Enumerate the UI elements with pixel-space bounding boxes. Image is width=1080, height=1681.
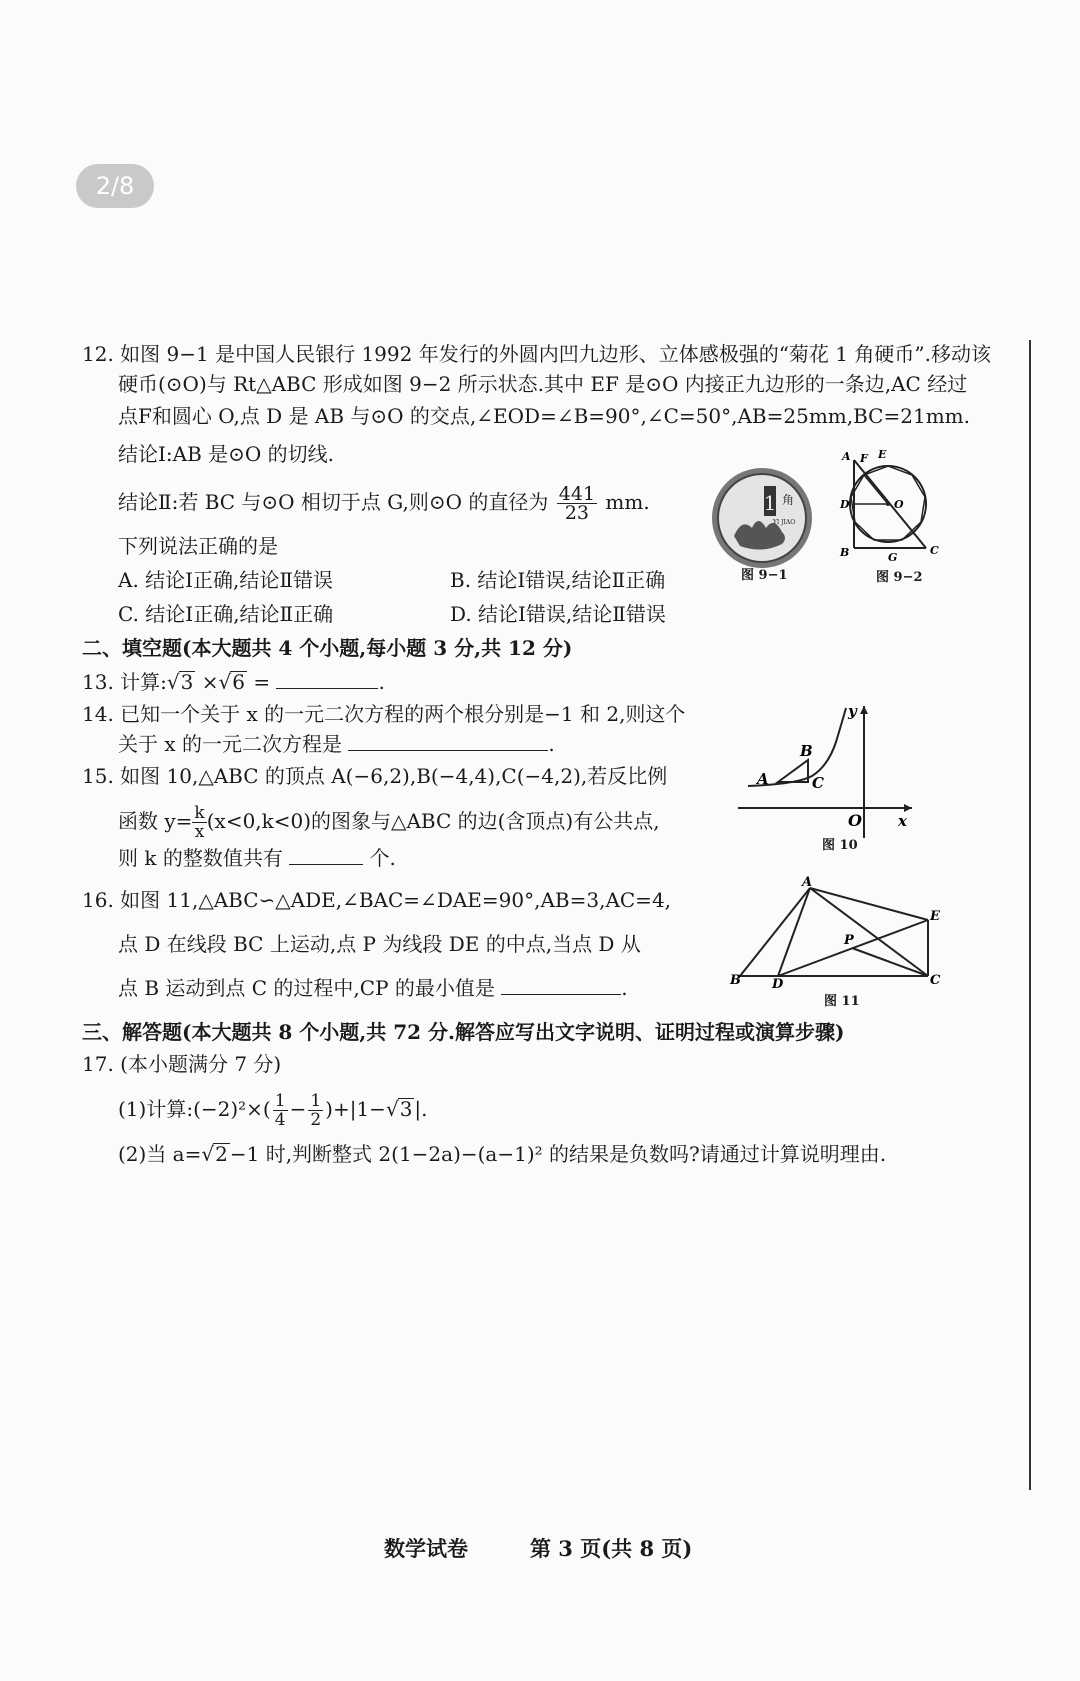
coin-figure xyxy=(712,466,812,570)
q13-times: × xyxy=(201,670,219,694)
q17-part2 xyxy=(118,1142,886,1166)
q15-text: 则 k 的整数值共有 xyxy=(118,846,283,870)
q15-answer-blank[interactable] xyxy=(289,846,363,865)
q17-part1-mid: )+|1− xyxy=(325,1097,386,1121)
label-c: C xyxy=(930,973,941,988)
q17-fraction-half xyxy=(308,1092,323,1129)
q14-line2 xyxy=(118,732,555,756)
q16-line1: 16. 如图 11,△ABC∽△ADE,∠BAC=∠DAE=90°,AB=3,AC=4, xyxy=(82,888,672,912)
q17-title: 17. (本小题满分 7 分) xyxy=(82,1052,282,1076)
label-d: D xyxy=(772,977,784,992)
fraction-numerator: 1 xyxy=(274,1091,286,1111)
figure-10 xyxy=(738,702,918,842)
label-b: B xyxy=(730,973,741,988)
q15-line2 xyxy=(118,804,660,841)
q12-option-d: D. 结论Ⅰ错误,结论Ⅱ错误 xyxy=(450,602,666,626)
label-o: O xyxy=(848,811,862,830)
fraction-numerator: k xyxy=(194,803,205,823)
q14-text: 关于 x 的一元二次方程是 xyxy=(118,732,342,756)
q12-unit: mm. xyxy=(605,490,650,514)
q12-line3: 点F和圆心 O,点 D 是 AB 与⊙O 的交点,∠EOD=∠B=90°,∠C=50°,AB=25mm,BC=21mm. xyxy=(118,404,970,428)
label-c: C xyxy=(930,544,939,557)
center-point xyxy=(886,502,890,506)
q12-option-a: A. 结论Ⅰ正确,结论Ⅱ错误 xyxy=(118,568,334,592)
q16-period: . xyxy=(621,976,628,1000)
q13-radicand-2: 6 xyxy=(232,670,245,694)
q13-radicand-1: 3 xyxy=(180,670,194,694)
label-g: G xyxy=(888,551,898,564)
label-e: E xyxy=(930,909,940,924)
fraction-denominator: 23 xyxy=(564,502,589,524)
sqrt-icon: √ xyxy=(166,670,180,694)
q17-part2-question: −1 时,判断整式 2(1−2a)−(a−1)² 的结果是负数吗?请通过计算说明理由. xyxy=(229,1142,887,1166)
label-b: B xyxy=(840,546,850,559)
q14-answer-blank[interactable] xyxy=(348,732,548,751)
segment-ae xyxy=(810,888,928,920)
q16-line3 xyxy=(118,976,628,1000)
q13-label: 13. 计算: xyxy=(82,670,167,694)
coin-character: 角 xyxy=(781,493,795,507)
q17-part1-end: |. xyxy=(414,1097,428,1121)
q17-minus: − xyxy=(289,1097,307,1121)
label-d: D xyxy=(840,498,850,511)
label-x: x xyxy=(898,812,907,830)
q17-part2-text: (2)当 a= xyxy=(118,1142,202,1166)
margin-rule xyxy=(1029,340,1031,1490)
label-a: A xyxy=(842,450,851,463)
q12-option-b: B. 结论Ⅰ错误,结论Ⅱ正确 xyxy=(450,568,666,592)
q15-condition: (x<0,k<0)的图象与△ABC 的边(含顶点)有公共点, xyxy=(206,809,660,833)
x-axis-arrow-icon xyxy=(904,804,912,812)
q15-line3 xyxy=(118,846,396,870)
segment-pc xyxy=(852,948,928,976)
fig9-1-caption: 图 9−1 xyxy=(741,568,788,583)
q15-text: 函数 y= xyxy=(118,809,193,833)
segment-ad xyxy=(778,888,810,976)
q17-fraction-quarter xyxy=(273,1092,288,1129)
page-indicator-badge: 2/8 xyxy=(76,164,154,208)
q17-radicand-3: 3 xyxy=(399,1097,413,1121)
segment-oe xyxy=(864,475,888,504)
section2-heading: 二、填空题(本大题共 4 个小题,每小题 3 分,共 12 分) xyxy=(82,636,573,660)
fig10-caption: 图 10 xyxy=(822,838,858,853)
fraction-denominator: 4 xyxy=(274,1110,286,1130)
footer-subject: 数学试卷 xyxy=(384,1536,468,1561)
fraction-denominator: 2 xyxy=(310,1110,322,1130)
section3-heading: 三、解答题(本大题共 8 个小题,共 72 分.解答应写出文字说明、证明过程或演算步骤) xyxy=(82,1020,845,1044)
q13-answer-blank[interactable] xyxy=(276,670,378,689)
label-o: O xyxy=(894,498,904,511)
label-b: B xyxy=(800,742,813,760)
sqrt-icon: √ xyxy=(201,1142,215,1166)
q14-period: . xyxy=(548,732,555,756)
fig9-2-caption: 图 9−2 xyxy=(876,570,923,585)
q13 xyxy=(82,670,385,694)
label-a: A xyxy=(802,875,813,890)
fig11-caption: 图 11 xyxy=(824,994,860,1009)
q12-prompt: 下列说法正确的是 xyxy=(118,534,278,558)
label-p: P xyxy=(844,933,854,948)
q16-answer-blank[interactable] xyxy=(501,976,621,995)
q12-conclusion1: 结论Ⅰ:AB 是⊙O 的切线. xyxy=(118,442,335,466)
q12-option-c: C. 结论Ⅰ正确,结论Ⅱ正确 xyxy=(118,602,334,626)
coin-numeral: 1 xyxy=(763,491,777,515)
segment-ac xyxy=(810,888,928,976)
q15-line1: 15. 如图 10,△ABC 的顶点 A(−6,2),B(−4,4),C(−4,2),若反比例 xyxy=(82,764,668,788)
label-a: A xyxy=(757,770,769,788)
q12-line2: 硬币(⊙O)与 Rt△ABC 形成如图 9−2 所示状态.其中 EF 是⊙O 内接正九边形的一条边,AC 经过 xyxy=(118,372,968,396)
q12-diameter-fraction xyxy=(557,485,597,522)
footer-page-number: 第 3 页(共 8 页) xyxy=(530,1536,693,1561)
q16-text: 点 B 运动到点 C 的过程中,CP 的最小值是 xyxy=(118,976,495,1000)
sqrt-icon: √ xyxy=(218,670,232,694)
coin-label: YI JIAO xyxy=(772,519,796,526)
q14-line1: 14. 已知一个关于 x 的一元二次方程的两个根分别是−1 和 2,则这个 xyxy=(82,702,686,726)
fraction-numerator: 1 xyxy=(310,1091,322,1111)
figure-9-2 xyxy=(838,448,948,564)
q13-equals: = xyxy=(253,670,271,694)
q17-part1-text: (1)计算:(−2)²×( xyxy=(118,1097,271,1121)
q12-conclusion2 xyxy=(118,485,650,522)
label-f: F xyxy=(860,452,868,465)
y-axis-arrow-icon xyxy=(860,706,868,714)
sqrt-icon: √ xyxy=(385,1097,399,1121)
figure-11 xyxy=(730,875,941,992)
label-y: y xyxy=(848,702,857,720)
q17-radicand-2: 2 xyxy=(215,1142,228,1166)
label-c: C xyxy=(812,774,824,792)
q17-part1 xyxy=(118,1092,428,1129)
q15-function-fraction xyxy=(192,804,206,841)
fraction-denominator: x xyxy=(194,822,205,842)
q15-unit: 个. xyxy=(369,846,396,870)
label-e: E xyxy=(878,448,887,461)
q12-line1: 12. 如图 9−1 是中国人民银行 1992 年发行的外圆内凹九边形、立体感极强的“菊花 1 角硬币”.移动该 xyxy=(82,342,991,366)
q12-conclusion2-text: 结论Ⅱ:若 BC 与⊙O 相切于点 G,则⊙O 的直径为 xyxy=(118,490,549,514)
q16-line2: 点 D 在线段 BC 上运动,点 P 为线段 DE 的中点,当点 D 从 xyxy=(118,932,641,956)
fraction-numerator: 441 xyxy=(558,483,596,505)
q13-period: . xyxy=(378,670,385,694)
segment-ab xyxy=(740,888,810,976)
